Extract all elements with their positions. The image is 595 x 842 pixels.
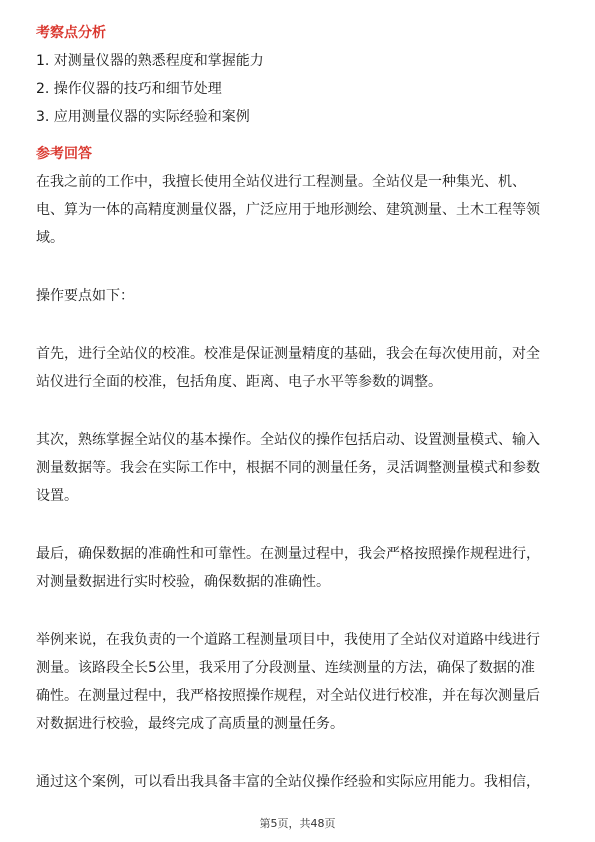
answer-text-line: 最后，确保数据的准确性和可靠性。在测量过程中，我会严格按照操作规程进行， — [36, 546, 540, 562]
answer-text-line: 测量。该路段全长5公里，我采用了分段测量、连续测量的方法，确保了数据的准 — [36, 660, 535, 676]
answer-text-line: 域。 — [36, 230, 64, 246]
page-number: 第5页，共48页 — [259, 817, 336, 830]
answer-text-line: 首先，进行全站仪的校准。校准是保证测量精度的基础，我会在每次使用前，对全 — [36, 346, 540, 362]
section-heading-answer: 参考回答 — [36, 146, 92, 162]
answer-text-line: 其次，熟练掌握全站仪的基本操作。全站仪的操作包括启动、设置测量模式、输入 — [36, 432, 540, 448]
analysis-item: 2. 操作仪器的技巧和细节处理 — [36, 81, 222, 97]
answer-text-line: 设置。 — [36, 488, 78, 504]
answer-text-line: 通过这个案例，可以看出我具备丰富的全站仪操作经验和实际应用能力。我相信， — [36, 774, 540, 790]
answer-text-line: 操作要点如下： — [36, 288, 134, 304]
answer-text-line: 电、算为一体的高精度测量仪器，广泛应用于地形测绘、建筑测量、土木工程等领 — [36, 202, 540, 218]
answer-text-line: 确性。在测量过程中，我严格按照操作规程，对全站仪进行校准，并在每次测量后 — [36, 688, 540, 704]
analysis-item: 1. 对测量仪器的熟悉程度和掌握能力 — [36, 53, 264, 69]
answer-text-line: 对测量数据进行实时校验，确保数据的准确性。 — [36, 574, 330, 590]
answer-text-line: 举例来说，在我负责的一个道路工程测量项目中，我使用了全站仪对道路中线进行 — [36, 632, 540, 648]
answer-text-line: 在我之前的工作中，我擅长使用全站仪进行工程测量。全站仪是一种集光、机、 — [36, 174, 526, 190]
answer-text-line: 测量数据等。我会在实际工作中，根据不同的测量任务，灵活调整测量模式和参数 — [36, 460, 540, 476]
section-heading-analysis: 考察点分析 — [36, 25, 106, 41]
answer-text-line: 站仪进行全面的校准，包括角度、距离、电子水平等参数的调整。 — [36, 374, 442, 390]
answer-text-line: 对数据进行校验，最终完成了高质量的测量任务。 — [36, 716, 344, 732]
analysis-item: 3. 应用测量仪器的实际经验和案例 — [36, 109, 250, 125]
